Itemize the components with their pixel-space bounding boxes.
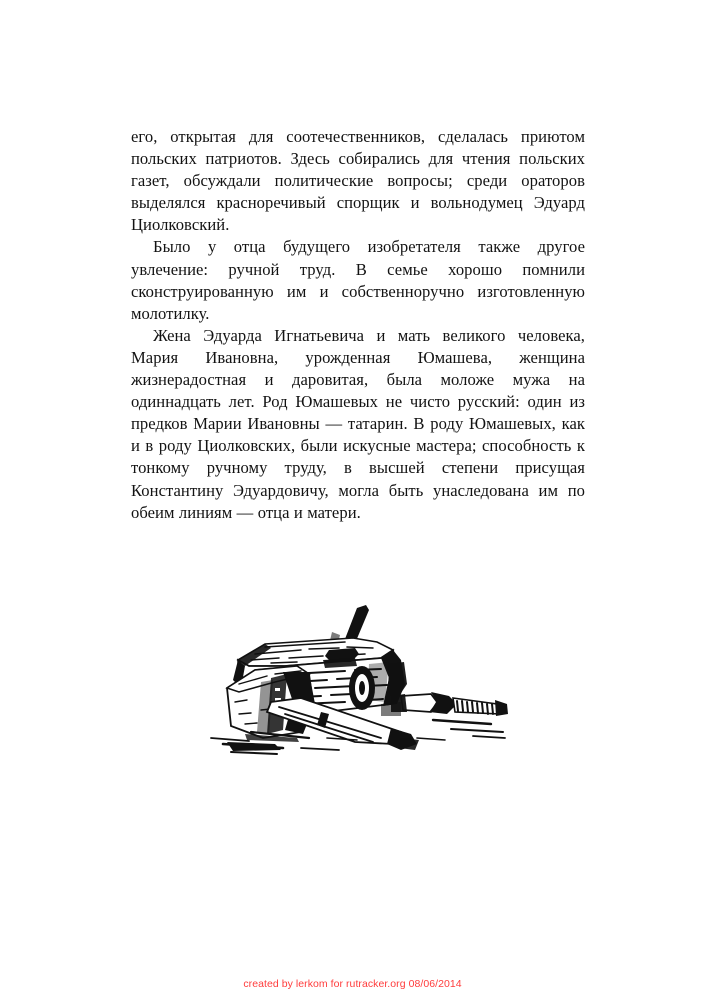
body-paragraph: Было у отца будущего изобретателя также другое увлечение: ручной труд. В семье хорошо помнили сконструированную им и собственноручно изготовленную молотилку. xyxy=(131,237,585,323)
body-paragraph: Жена Эдуарда Игнатьевича и мать великого человека, Мария Ивановна, урожденная Юмашева, женщина жизнерадостная и даровитая, была моложе мужа на одиннадцать лет. Род Юмашевых не чисто русский: один из предков Марии Ивановны — татарин. В роду Юмашевых, как и в роду Циолковских, были искусные мастера; способность к тонкому ручному труду, в высшей степени присущая Константину Эдуардовичу, могла быть унаследована им по обеим линиям — отца и матери. xyxy=(131,325,585,522)
body-paragraph: его, открытая для соотечественников, сделалась приютом польских патриотов. Здесь собирались для чтения польских газет, обсуждали политические вопросы; среди ораторов выделялся красноречивый спорщик и вольнодумец Эдуард Циолковский. xyxy=(131,127,585,235)
footer-watermark: created by lerkom for rutracker.org 08/06/2014 xyxy=(243,978,462,990)
body-text-column xyxy=(131,126,585,524)
wooden-hand-plane-illustration xyxy=(205,592,515,758)
